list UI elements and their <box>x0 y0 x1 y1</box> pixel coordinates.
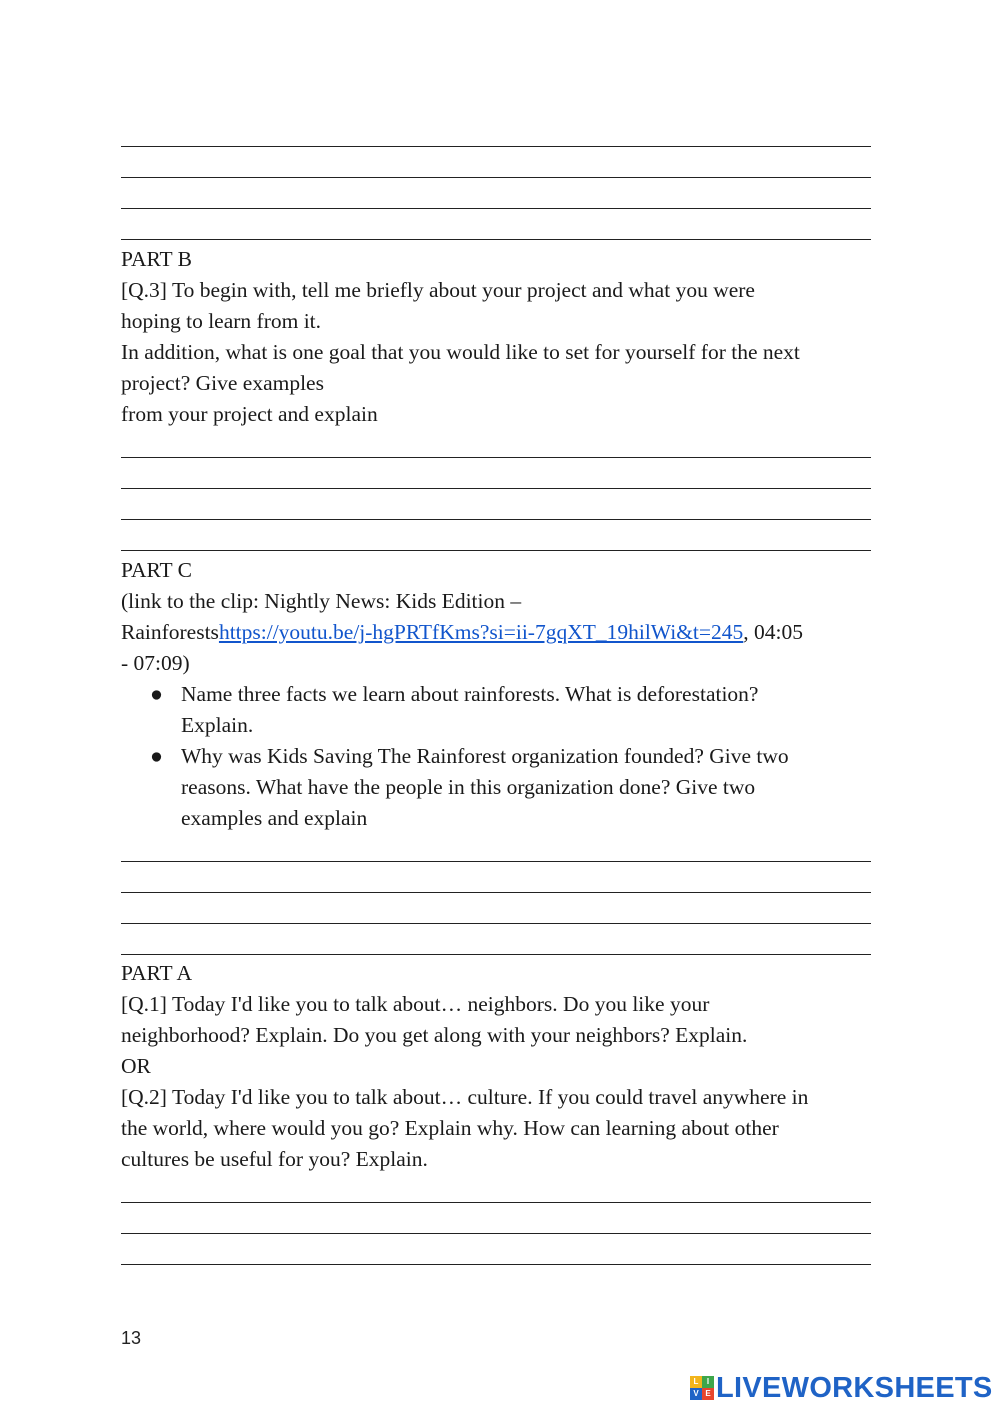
clip-link-line <box>121 617 881 648</box>
answer-line[interactable] <box>121 146 871 147</box>
answer-line[interactable] <box>121 923 871 924</box>
q3-text: [Q.3] To begin with, tell me briefly about your project and what you were <box>121 278 755 302</box>
q3-text: from your project and explain <box>121 402 378 426</box>
answer-line[interactable] <box>121 457 871 458</box>
bullet-text: Name three facts we learn about rainforests. What is deforestation? <box>181 682 759 706</box>
bullet-text: Why was Kids Saving The Rainforest organization founded? Give two <box>181 744 789 768</box>
q1-text: [Q.1] Today I'd like you to talk about… neighbors. Do you like your <box>121 992 710 1016</box>
logo-letter: I <box>702 1376 714 1388</box>
answer-line[interactable] <box>121 861 871 862</box>
liveworksheets-logo <box>690 1371 993 1405</box>
clip-title: Rainforests <box>121 620 219 644</box>
answer-line[interactable] <box>121 550 871 551</box>
q2-text: cultures be useful for you? Explain. <box>121 1147 428 1171</box>
answer-line[interactable] <box>121 1202 871 1203</box>
q1-text: neighborhood? Explain. Do you get along with your neighbors? Explain. <box>121 1023 748 1047</box>
answer-line[interactable] <box>121 1264 871 1265</box>
or-text: OR <box>121 1054 151 1078</box>
answer-line[interactable] <box>121 488 871 489</box>
clip-intro: (link to the clip: Nightly News: Kids Edition – <box>121 589 522 613</box>
clip-time-end: - 07:09) <box>121 651 190 675</box>
q2-text: the world, where would you go? Explain why. How can learning about other <box>121 1116 779 1140</box>
liveworksheets-icon <box>690 1376 714 1400</box>
answer-line[interactable] <box>121 239 871 240</box>
answer-line[interactable] <box>121 208 871 209</box>
logo-letter: E <box>702 1388 714 1400</box>
bullet-icon: ● <box>150 682 163 706</box>
brand-name: LIVEWORKSHEETS <box>716 1371 993 1404</box>
part-c-heading: PART C <box>121 558 193 582</box>
answer-line[interactable] <box>121 519 871 520</box>
logo-letter: L <box>690 1376 702 1388</box>
clip-time: , 04:05 <box>743 620 804 644</box>
answer-line[interactable] <box>121 892 871 893</box>
q3-text: In addition, what is one goal that you would like to set for yourself for the next <box>121 340 800 364</box>
page-number: 13 <box>121 1328 142 1348</box>
q3-text: hoping to learn from it. <box>121 309 322 333</box>
bullet-icon: ● <box>150 744 163 768</box>
bullet-text: Explain. <box>181 713 254 737</box>
q3-text: project? Give examples <box>121 371 324 395</box>
q2-text: [Q.2] Today I'd like you to talk about… culture. If you could travel anywhere in <box>121 1085 809 1109</box>
logo-letter: V <box>690 1388 702 1400</box>
answer-line[interactable] <box>121 177 871 178</box>
bullet-text: examples and explain <box>181 806 368 830</box>
clip-link[interactable]: https://youtu.be/j-hgPRTfKms?si=ii-7gqXT_19hilWi&t=245 <box>218 620 744 644</box>
answer-line[interactable] <box>121 954 871 955</box>
bullet-text: reasons. What have the people in this organization done? Give two <box>181 775 756 799</box>
part-b-heading: PART B <box>121 247 193 271</box>
answer-line[interactable] <box>121 1233 871 1234</box>
part-a-heading: PART A <box>121 961 193 985</box>
